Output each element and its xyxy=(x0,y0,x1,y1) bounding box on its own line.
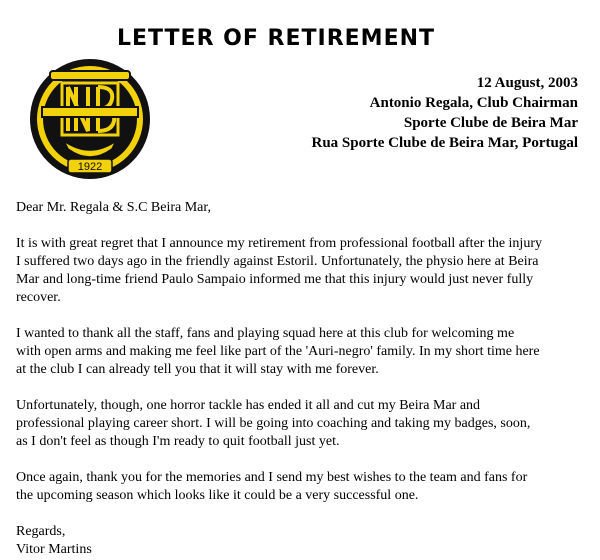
club-crest-logo xyxy=(28,55,152,185)
salutation: Dear Mr. Regala & S.C Beira Mar, xyxy=(16,200,212,215)
paragraph-3 xyxy=(16,397,586,451)
club-name: Sporte Clube de Beira Mar xyxy=(403,115,578,131)
paragraph-1 xyxy=(16,235,586,307)
letter-title: LETTER OF RETIREMENT xyxy=(116,26,436,51)
text-line: Unfortunately, though, one horror tackle has ended it all and cut my Beira Mar and xyxy=(16,398,481,413)
text-line: the upcoming season which looks like it could be a very successful one. xyxy=(16,488,419,503)
signature-name: Vitor Martins xyxy=(16,542,92,557)
text-line: recover. xyxy=(16,290,61,305)
paragraph-4 xyxy=(16,469,586,505)
text-line: I suffered two days ago in the friendly against Estoril. Unfortunately, the physio here at Beira xyxy=(16,254,539,269)
recipient-name: Antonio Regala, Club Chairman xyxy=(369,95,578,111)
crest-year: 1922 xyxy=(77,161,103,173)
sign-off xyxy=(16,523,586,559)
text-line: It is with great regret that I announce my retirement from professional football after the injury xyxy=(16,236,542,251)
text-line: I wanted to thank all the staff, fans and playing squad here at this club for welcoming me xyxy=(16,326,515,341)
text-line: at the club I can already tell you that it will stay with me forever. xyxy=(16,362,379,377)
text-line: professional playing career short. I will be going into coaching and taking my badges, soon, xyxy=(16,416,531,431)
text-line: Once again, thank you for the memories and I send my best wishes to the team and fans for xyxy=(16,470,528,485)
club-address: Rua Sporte Clube de Beira Mar, Portugal xyxy=(311,135,578,151)
closing: Regards, xyxy=(16,524,66,539)
text-line: with open arms and making me feel like part of the 'Auri-negro' family. In my short time here xyxy=(16,344,540,359)
letter-body xyxy=(16,199,586,559)
letter-date: 12 August, 2003 xyxy=(476,75,578,91)
text-line: as I don't feel as though I'm ready to quit football just yet. xyxy=(16,434,340,449)
address-block xyxy=(311,73,578,153)
text-line: Mar and long-time friend Paulo Sampaio informed me that this injury would just never fully xyxy=(16,272,534,287)
paragraph-2 xyxy=(16,325,586,379)
